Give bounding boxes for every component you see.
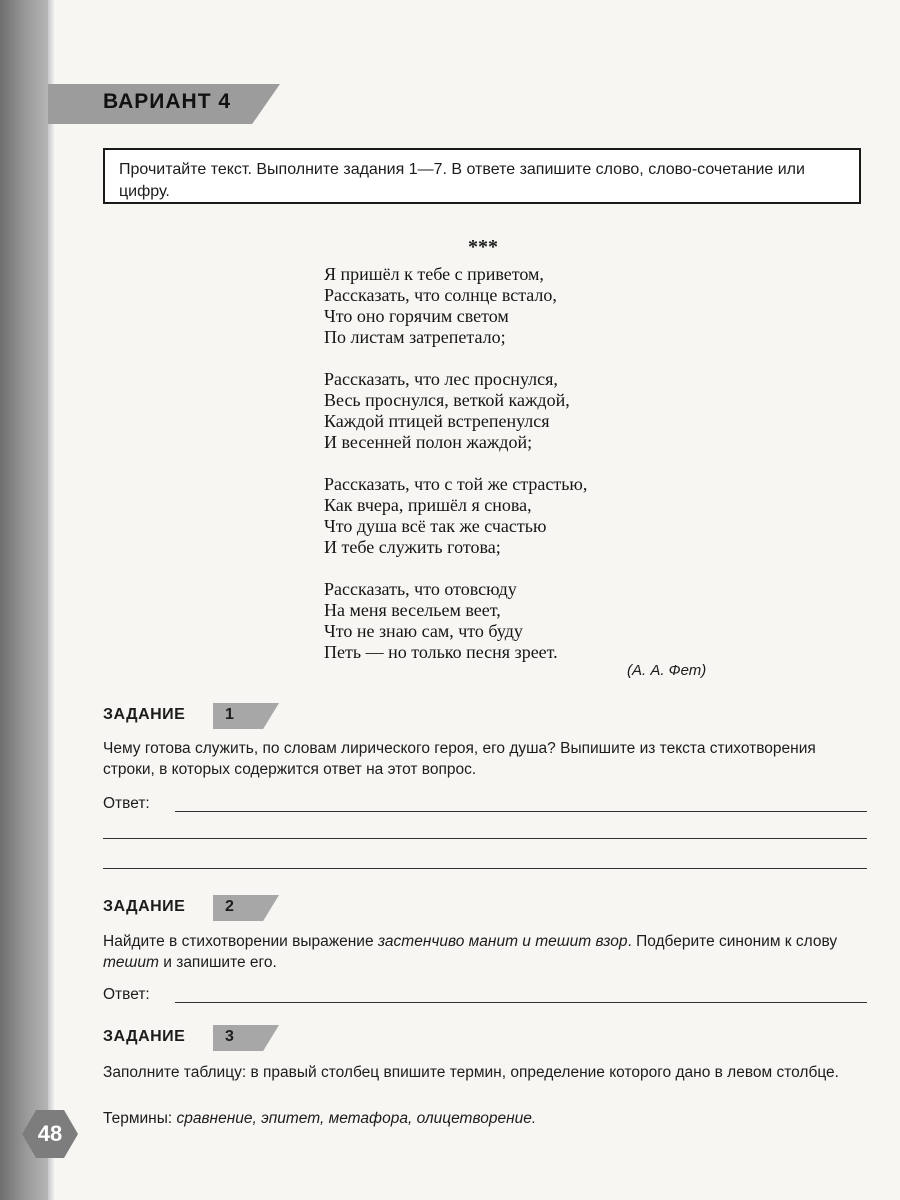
- page-spine-edge: [48, 0, 54, 1200]
- task-number-badge: [213, 895, 279, 921]
- terms-list: сравнение, эпитет, метафора, олицетворение.: [176, 1110, 537, 1127]
- poem-line: Как вчера, пришёл я снова,: [324, 495, 532, 515]
- poem-stars: ***: [468, 236, 498, 258]
- answer-line[interactable]: [175, 1002, 867, 1003]
- task-1-text: Чему готова служить, по словам лирического героя, его душа? Выпишите из текста стихотворения строки, в которых содержится ответ на этот вопрос.: [103, 740, 816, 778]
- poem-line: И тебе служить готова;: [324, 537, 501, 557]
- task-2-answer[interactable]: [103, 986, 867, 1008]
- poem-line: Что душа всё так же счастью: [324, 516, 547, 536]
- poem-stanza-1: [324, 264, 764, 348]
- poem-line: Я пришёл к тебе с приветом,: [324, 264, 544, 284]
- answer-line[interactable]: [103, 868, 867, 869]
- variant-title: ВАРИАНТ 4: [103, 90, 232, 113]
- task-number-badge: [213, 703, 279, 729]
- poem-stanza-3: [324, 474, 764, 558]
- poem-line: Что не знаю сам, что буду: [324, 621, 523, 641]
- poem-line: Каждой птицей встрепенулся: [324, 411, 550, 431]
- poem-line: Что оно горячим светом: [324, 306, 509, 326]
- task-number-badge: [213, 1025, 279, 1051]
- poem-author: (А. А. Фет): [627, 662, 707, 679]
- poem-line: Рассказать, что солнце встало,: [324, 285, 557, 305]
- task-label: ЗАДАНИЕ: [103, 706, 186, 723]
- poem-stanza-4: [324, 579, 764, 663]
- instruction-text: Прочитайте текст. Выполните задания 1—7. В ответе запишите слово, слово-сочетание или цифру.: [119, 161, 805, 200]
- poem-line: На меня весельем веет,: [324, 600, 501, 620]
- terms-label: Термины:: [103, 1110, 177, 1127]
- page-number: 48: [37, 1121, 63, 1146]
- poem-line: Рассказать, что лес проснулся,: [324, 369, 558, 389]
- task-text-part: . Подберите синоним к слову: [627, 933, 838, 950]
- answer-label: Ответ:: [103, 986, 150, 1003]
- task-keyword: тешит: [103, 954, 159, 971]
- page-spine: [0, 0, 48, 1200]
- task-number: 3: [225, 1028, 234, 1045]
- answer-line[interactable]: [175, 811, 867, 812]
- task-number: 1: [225, 706, 234, 723]
- poem-line: Весь проснулся, веткой каждой,: [324, 390, 570, 410]
- poem-line: Петь — но только песня зреет.: [324, 642, 558, 662]
- task-text-part: Найдите в стихотворении выражение: [103, 933, 378, 950]
- poem-line: Рассказать, что отовсюду: [324, 579, 517, 599]
- task-2-text: [103, 931, 867, 973]
- poem-stanza-2: [324, 369, 764, 453]
- task-3-text: Заполните таблицу: в правый столбец впишите термин, определение которого дано в левом столбце.: [103, 1064, 839, 1081]
- answer-line[interactable]: [103, 838, 867, 839]
- poem: [324, 264, 764, 684]
- answer-label: Ответ:: [103, 795, 150, 812]
- task-label: ЗАДАНИЕ: [103, 898, 186, 915]
- task-1-answer[interactable]: [103, 795, 867, 817]
- task-text-part: и запишите его.: [158, 954, 277, 971]
- poem-line: Рассказать, что с той же страстью,: [324, 474, 588, 494]
- task-quote: застенчиво манит и тешит взор: [377, 933, 628, 950]
- instruction-box: [103, 148, 861, 204]
- task-label: ЗАДАНИЕ: [103, 1028, 186, 1045]
- task-3-terms: [103, 1110, 536, 1128]
- poem-line: По листам затрепетало;: [324, 327, 506, 347]
- poem-line: И весенней полон жаждой;: [324, 432, 533, 452]
- task-number: 2: [225, 898, 234, 915]
